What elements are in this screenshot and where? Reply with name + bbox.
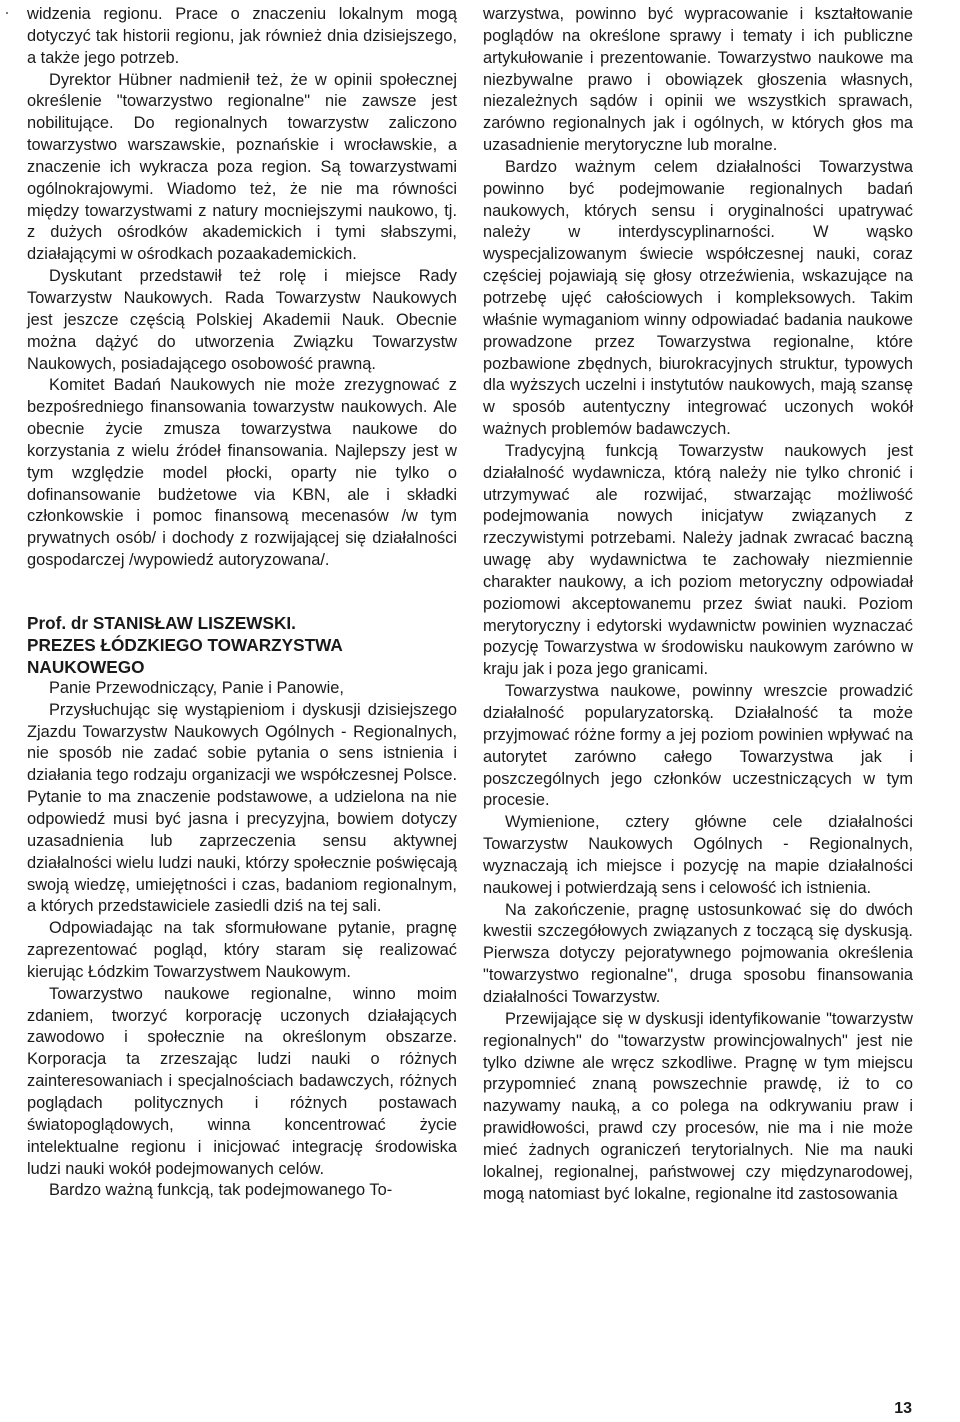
paragraph: Dyrektor Hübner nadmienił też, że w opinii społecznej określenie "towarzystwo regionalne" nie zawsze jest nobilitujące. Do regionalnych towarzystw zaliczono towarzystwo warszawskie, poznańskie i wrocławskie, a znaczenie ich wykracza poza region. Są towarzystwami ogólnokrajowymi. Wiadomo też, że nie ma równości między towarzystwami z natury mocniejszymi naukowo, tj. z dużych ośrodków akademickich i tymi słabszymi, działającymi w ośrodkach pozaakademickich. [27,70,457,264]
paragraph: Przewijające się w dyskusji identyfikowanie "towarzystw regionalnych" do "towarzystw prowincjowalnych" jest nie tylko dziwne ale wręcz szkodliwe. Pragnę w tym miejscu przypomnieć znaną powszechnie prawdę, iż to co nazywamy nauką, a co polega na odkrywaniu praw i prawidłowości, prawd czy procesów, nie ma i nie może mieć żadnych ograniczeń terytorialnych. Nie ma nauki lokalnej, regionalnej, państwowej czy międzynarodowej, mogą natomiast być lokalne, regionalne itd zastosowania [483,1009,913,1203]
paragraph: Towarzystwo naukowe regionalne, winno moim zdaniem, tworzyć korporację uczonych działających zawodowo i społecznie na określonym obszarze. Korporacja ta zrzeszając ludzi nauki o różnych zainteresowaniach i specjalnościach badawczych, różnych poglądach politycznych i różnych postawach światopoglądowych, winna koncentrować życie intelektualne regionu i inicjować integrację środowiska ludzi nauki wokół podejmowanych celów. [27,984,457,1178]
paragraph: Przysłuchując się wystąpieniom i dyskusji dzisiejszego Zjazdu Towarzystw Naukowych Ogólnych - Regionalnych, nie sposób nie zadać sobie pytania o sens istnienia i działania tego rodzaju organizacji we współczesnej Polsce. Pytanie to ma znaczenie podstawowe, a udzielona na nie odpowiedź musi być jasna i precyzyjna, bowiem dotyczy uzasadnienia lub zaprzeczenia sensu aktywnej działalności wielu ludzi nauki, którzy społecznie poświęcają swoją wiedzę, umiejętności i czas, badaniom regionalnym, a których przedstawiciele zasiedli dziś na tej sali. [27,700,457,916]
speaker-heading [27,612,457,678]
speaker-title: PREZES ŁÓDZKIEGO TOWARZYSTWA NAUKOWEGO [27,634,343,677]
paragraph: Wymienione, cztery główne cele działalności Towarzystw Naukowych Ogólnych - Regionalnych, wyznaczają ich miejsce i pozycję na mapie działalności naukowej i potwierdzają sens i celowość ich istnienia. [483,813,913,897]
paragraph: Odpowiadając na tak sformułowane pytanie, pragnę zaprezentować pogląd, który staram się realizować kierując Łódzkim Towarzystwem Naukowym. [27,919,457,981]
paragraph: Panie Przewodniczący, Panie i Panowie, [49,678,344,697]
paragraph: Komitet Badań Naukowych nie może zrezygnować z bezpośredniego finansowania towarzystw naukowych. Ale obecnie życie zmusza towarzystwa naukowe do korzystania z wielu źródeł finansowania. Najlepszy jest w tym względzie model płocki, oparty nie tylko o dofinansowanie budżetowe via KBN, ale i składki członkowskie i pomoc finansową mecenasów /w tym prywatnych osób/ i dochody z rozwijającej się działalności gospodarczej /wypowiedź autoryzowana/. [27,376,457,570]
right-column [483,4,913,1205]
paragraph: Bardzo ważnym celem działalności Towarzystwa powinno być podejmowanie regionalnych badań naukowych, których sensu i oryginalności upatrywać należy w interdyscyplinarności. W wąsko wyspecjalizowanym świecie współczesnej nauki, coraz częściej pojawiają się głosy otrzeźwienia, wskazujące na potrzebę ujęć całościowych i kompleksowych. Takim właśnie wymaganiom winny odpowiadać badania naukowe prowadzone przez Towarzystwa regionalne, które pozbawione zbędnych, biurokracyjnych struktur, typowych dla wyższych uczelni i instytutów naukowych, mają szansę w sposób autentyczny integrować uczonych wokół ważnych problemów badawczych. [483,157,913,439]
speaker-name: Prof. dr STANISŁAW LISZEWSKI. [27,612,296,633]
paragraph: Bardzo ważną funkcją, tak podejmowanego To- [49,1181,393,1200]
paragraph: warzystwa, powinno być wypracowanie i kształtowanie poglądów na określone sprawy i tematy i ich publiczne artykułowanie i prezentowanie. Towarzystwo naukowe ma niezbywalne prawo i obowiązek głoszenia własnych, niezależnych sądów i opinii we wszystkich sprawach, zarówno regionalnych jak i ogólnych, w których głos ma uzasadnienie merytoryczne lub moralne. [483,5,913,155]
page-number: 13 [894,1400,912,1417]
paragraph: Towarzystwa naukowe, powinny wreszcie prowadzić działalność popularyzatorską. Działalność ta może przyjmować różne formy a jej poziom powinien wpływać na autorytet zarówno całego Towarzystwa jak i poszczególnych jego członków uczestniczących w tym procesie. [483,682,913,810]
left-column [27,4,457,1202]
paragraph: Tradycyjną funkcją Towarzystw naukowych jest działalność wydawnicza, którą należy nie tylko chronić i utrzymywać ale rozwijać, stwarzając możliwość podejmowania nowych inicjatyw związanych z rzeczywistymi potrzebami. Należy jadnak zwracać baczną uwagę aby wydawnictwa te zachowały niezmiennie charakter naukowy, a ich poziom metoryczny odpowiadał poziomowi akceptowanemu przez świat nauki. Poziom merytoryczny i edytorski wydawnictw powinien wyznaczać pozycję Towarzystwa w środowisku naukowym zarówno w kraju jak i poza jego granicami. [483,441,913,679]
paragraph: Na zakończenie, pragnę ustosunkować się do dwóch kwestii szczegółowych związanych z toczącą się dyskusją. Pierwsza dotyczy pejoratywnego pojmowania określenia "towarzystwo regionalne", druga sposobu finansowania działalności Towarzystw. [483,900,913,1006]
paragraph: Dyskutant przedstawił też rolę i miejsce Rady Towarzystw Naukowych. Rada Towarzystw Naukowych jest jeszcze częścią Polskiej Akademii Nauk. Obecnie można dążyć do utworzenia Związku Towarzystw Naukowych, posiadającego osobowość prawną. [27,267,457,373]
paragraph: widzenia regionu. Prace o znaczeniu lokalnym mogą dotyczyć tak historii regionu, jak również dnia dzisiejszego, a także jego potrzeb. [27,5,457,67]
scan-speck [6,12,8,14]
